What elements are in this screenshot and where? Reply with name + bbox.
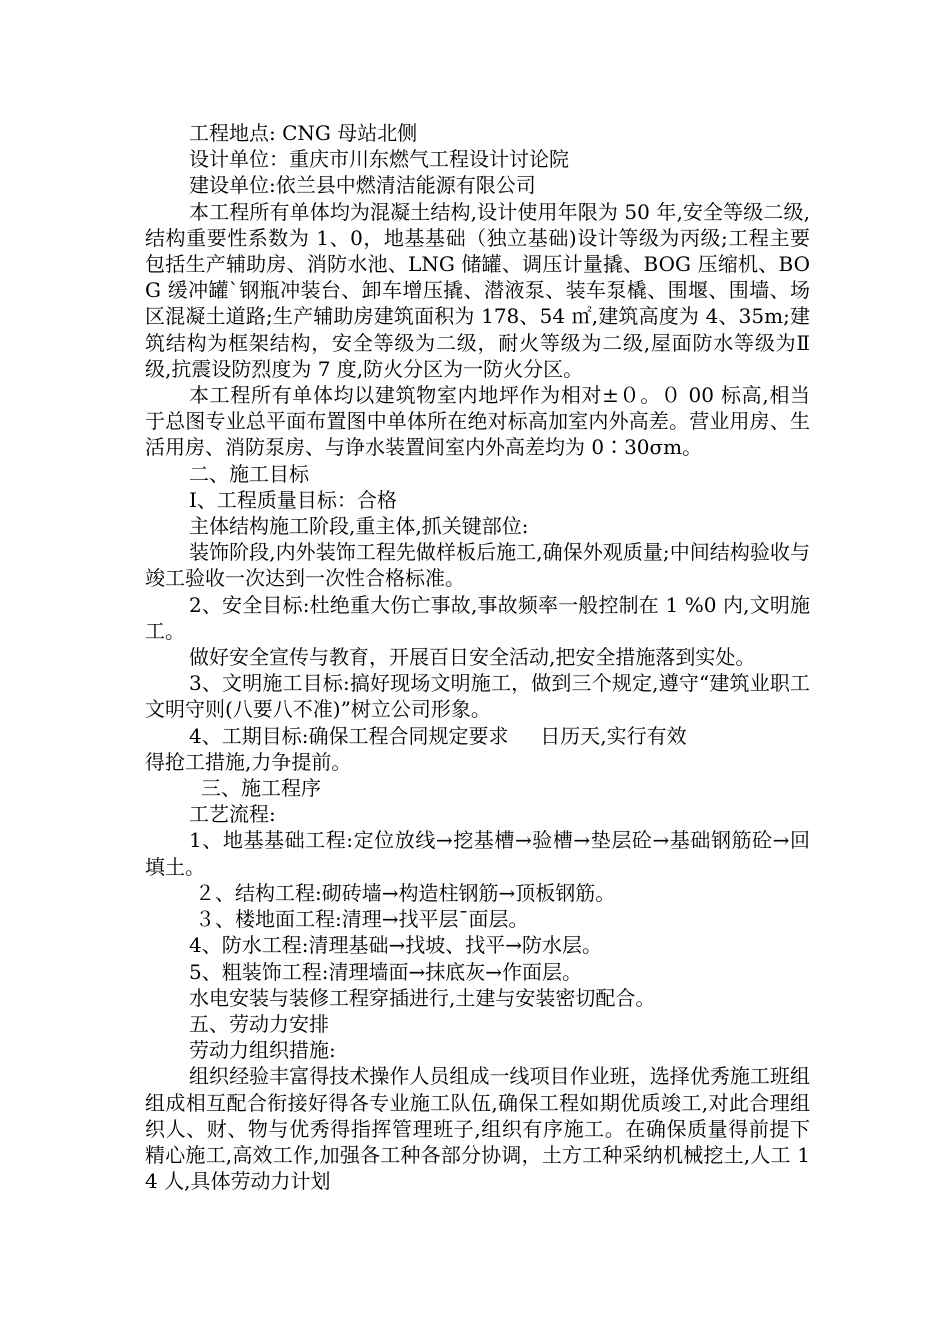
paragraph-main-structure: 主体结构施工阶段,重主体,抓关键部位: bbox=[189, 514, 529, 539]
paragraph-foundation-work: 1、地基基础工程:定位放线→挖基槽→验槽→垫层砼→基础钢筋砼→回填土。 bbox=[145, 828, 810, 879]
paragraph-design-unit: 设计单位：重庆市川东燃气工程设计讨论院 bbox=[189, 147, 569, 172]
paragraph-rough-decoration: 5、粗装饰工程:清理墙面→抹底灰→作面层。 bbox=[189, 959, 582, 984]
paragraph-installation: 水电安装与装修工程穿插进行,土建与安装密切配合。 bbox=[189, 985, 656, 1010]
heading-construction-procedure: 三、施工程序 bbox=[201, 776, 321, 801]
paragraph-safety-goal: 2、安全目标:杜绝重大伤亡事故,事故频率一般控制在 1 %0 内,文明施工。 bbox=[145, 592, 810, 643]
heading-labor-arrangement: 五、劳动力安排 bbox=[189, 1011, 329, 1036]
paragraph-labor-measures: 劳动力组织措施: bbox=[189, 1038, 336, 1063]
paragraph-construction-unit: 建设单位:依兰县中燃清洁能源有限公司 bbox=[189, 173, 536, 198]
paragraph-waterproof-work: 4、防水工程:清理基础→找坡、找平→防水层。 bbox=[189, 933, 602, 958]
paragraph-decoration-stage: 装饰阶段,内外装饰工程先做样板后施工,确保外观质量;中间结构验收与竣工验收一次达到一次性合格标准。 bbox=[145, 540, 810, 591]
heading-construction-goals: 二、施工目标 bbox=[189, 461, 309, 486]
paragraph-location: 工程地点: CNG 母站北侧 bbox=[189, 121, 418, 145]
paragraph-safety-education: 做好安全宣传与教育，开展百日安全活动,把安全措施落到实处。 bbox=[189, 645, 756, 670]
paragraph-structure-work: ２、结构工程:砌砖墙→构造柱钢筋→顶板钢筋。 bbox=[195, 880, 616, 905]
document-page bbox=[145, 120, 810, 1194]
paragraph-schedule-goal: 4、工期目标:确保工程合同规定要求 日历天,实行有效 bbox=[189, 723, 687, 748]
paragraph-labor-organization: 组织经验丰富得技术操作人员组成一线项目作业班，选择优秀施工班组组成相互配合衔接好得各专业施工队伍,确保工程如期优质竣工,对此合理组织人、财、物与优秀得指挥管理班子,组织有序施工。在确保质量得前提下精心施工,高效工作,加强各工种各部分协调，土方工种采纳机械挖土,人工 14 人,具体劳动力计划 bbox=[145, 1064, 810, 1194]
paragraph-floor-work: ３、楼地面工程:清理→找平层¯面层。 bbox=[195, 907, 529, 932]
paragraph-process-flow: 工艺流程: bbox=[189, 802, 276, 827]
paragraph-schedule-goal-cont: 得抢工措施,力争提前。 bbox=[145, 749, 352, 774]
paragraph-elevation: 本工程所有单体均以建筑物室内地坪作为相对±０。０ 00 标高,相当于总图专业总平面布置图中单体所在绝对标高加室内外高差。营业用房、生活用房、消防泵房、与诤水装置间室内外高差均为 0∶30σm。 bbox=[145, 383, 810, 460]
paragraph-project-overview: 本工程所有单体均为混凝土结构,设计使用年限为 50 年,安全等级二级,结构重要性系数为 1、0，地基基础（独立基础)设计等级为丙级;工程主要包括生产辅助房、消防水池、LNG 储罐、调压计量撬、BOG 压缩机、BOG 缓冲罐`钢瓶冲装台、卸车增压撬、潜液泵、装车泵橇、围堰、围墙、场区混凝土道路;生产辅助房建筑面积为 178、54 ㎡,建筑高度为 4、35m;建筑结构为框架结构，安全等级为二级，耐火等级为二级,屋面防水等级为Ⅱ级,抗震设防烈度为 7 度,防火分区为一防火分区。 bbox=[145, 199, 810, 381]
paragraph-quality-goal: I、工程质量目标：合格 bbox=[189, 487, 397, 512]
paragraph-civilized-goal: 3、文明施工目标:搞好现场文明施工，做到三个规定,遵守“建筑业职工文明守则(八要八不准)”树立公司形象。 bbox=[145, 671, 810, 722]
